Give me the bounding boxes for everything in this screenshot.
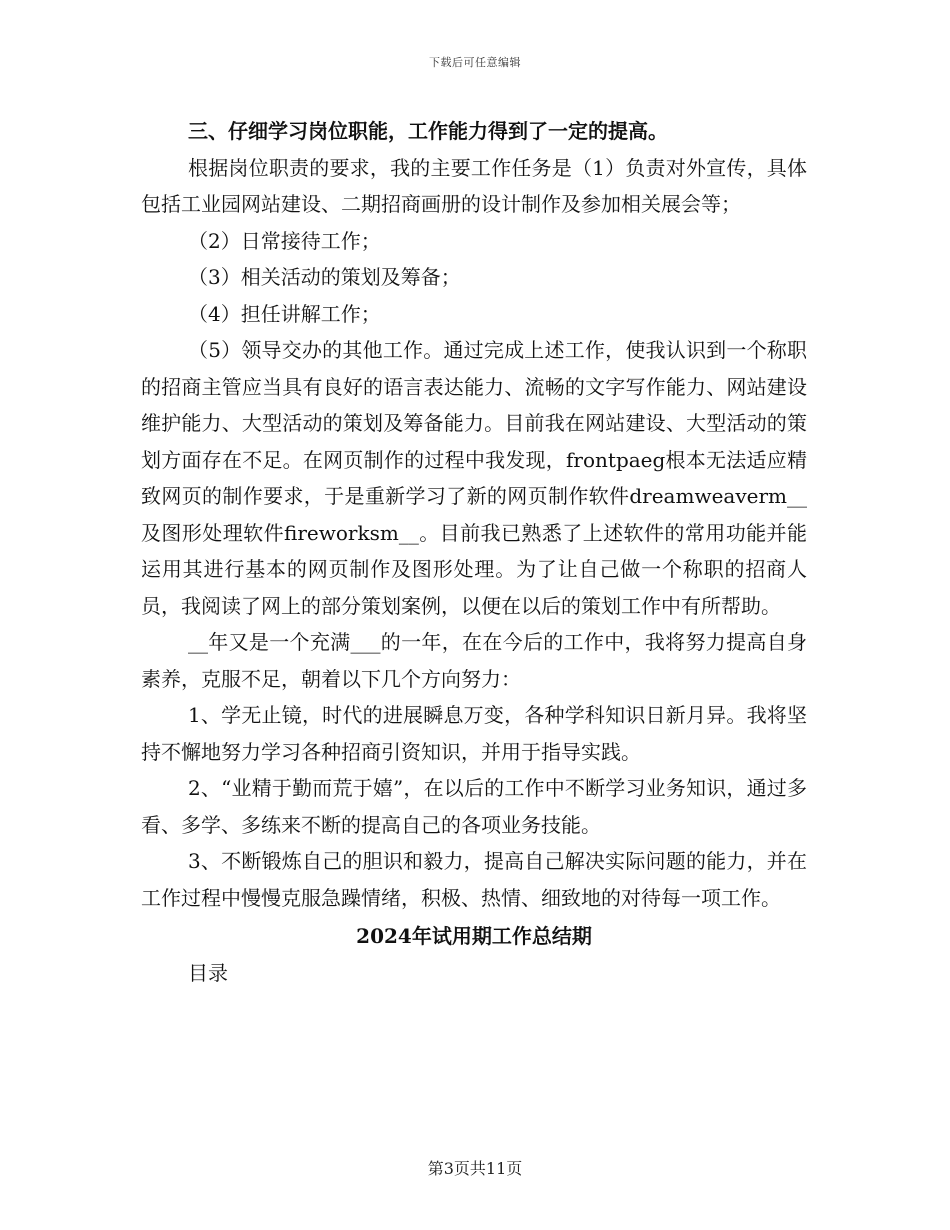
document-body bbox=[141, 113, 807, 991]
paragraph-duties: 根据岗位职责的要求，我的主要工作任务是（1）负责对外宣传，具体包括工业园网站建设、二期招商画册的设计制作及参加相关展会等； bbox=[141, 155, 807, 216]
toc-label: 目录 bbox=[188, 960, 228, 985]
paragraph-point-1: 1、学无止镜，时代的进展瞬息万变，各种学科知识日新月异。我将坚持不懈地努力学习各种招商引资知识，并用于指导实践。 bbox=[141, 703, 807, 764]
section-heading: 三、仔细学习岗位职能，工作能力得到了一定的提高。 bbox=[188, 119, 668, 143]
page-indicator: 第3页共11页 bbox=[427, 1159, 523, 1178]
paragraph-new-year: __年又是一个充满___的一年，在在今后的工作中，我将努力提高自身素养，克服不足，朝着以下几个方向努力： bbox=[141, 630, 807, 691]
paragraph-item-3: （3）相关活动的策划及筹备； bbox=[188, 265, 461, 289]
next-section-title: 2024年试用期工作总结期 bbox=[356, 924, 592, 948]
header-note: 下载后可任意编辑 bbox=[429, 56, 521, 69]
paragraph-item-4: （4）担任讲解工作； bbox=[188, 301, 381, 326]
paragraph-item-5: （5）领导交办的其他工作。通过完成上述工作，使我认识到一个称职的招商主管应当具有良好的语言表达能力、流畅的文字写作能力、网站建设维护能力、大型活动的策划及筹备能力。目前我在网站建设、大型活动的策划方面存在不足。在网页制作的过程中我发现，frontpaeg根本无法适应精致网页的制作要求，于是重新学习了新的网页制作软件dreamweaverm__及图形处理软件fireworksm__。目前我已熟悉了上述软件的常用功能并能运用其进行基本的网页制作及图形处理。为了让自己做一个称职的招商人员，我阅读了网上的部分策划案例，以便在以后的策划工作中有所帮助。 bbox=[141, 338, 807, 618]
paragraph-point-2: 2、“业精于勤而荒于嬉”，在以后的工作中不断学习业务知识，通过多看、多学、多练来不断的提高自己的各项业务技能。 bbox=[141, 776, 807, 837]
paragraph-point-3: 3、不断锻炼自己的胆识和毅力，提高自己解决实际问题的能力，并在工作过程中慢慢克服急躁情绪，积极、热情、细致地的对待每一项工作。 bbox=[141, 849, 807, 910]
paragraph-item-2: （2）日常接待工作； bbox=[188, 228, 381, 253]
